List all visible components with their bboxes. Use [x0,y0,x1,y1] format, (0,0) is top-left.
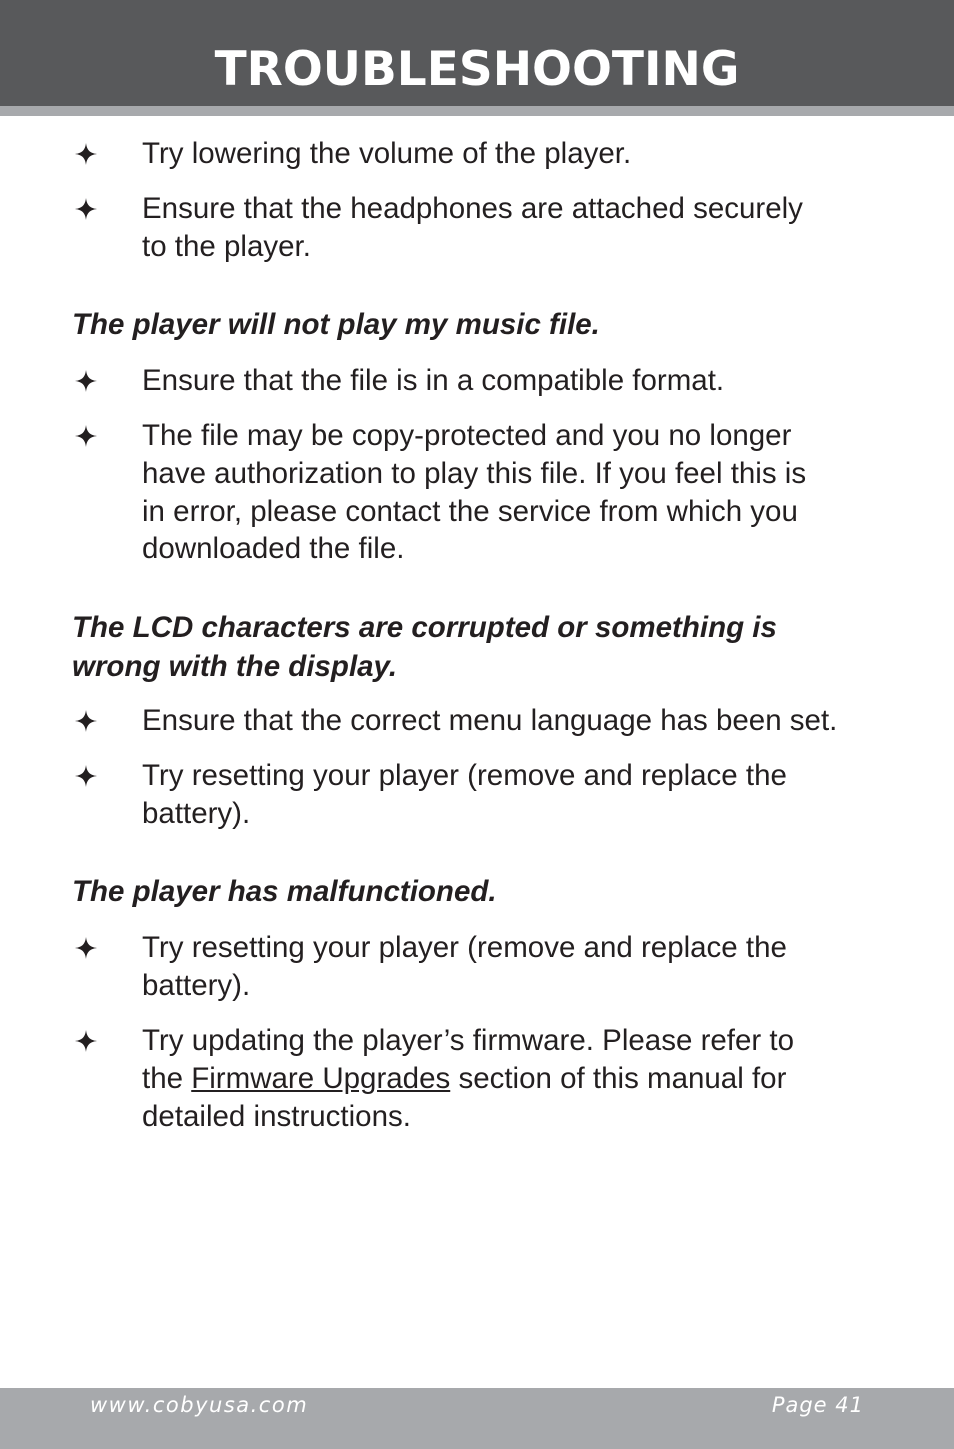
section-heading: The player has malfunctioned. [72,875,497,908]
list-item-text [142,1022,882,1135]
footer-url: www.cobyusa.com [90,1393,309,1417]
four-point-star-icon [72,702,100,740]
list-item-text-after: section of this manual for detailed instructions. [142,1061,787,1133]
four-point-star-icon [72,1022,100,1060]
four-point-star-icon [72,362,100,400]
four-point-star-icon [72,190,100,228]
list-item-text: Try resetting your player (remove and replace the battery). [142,759,787,830]
list-item-text: Ensure that the correct menu language has been set. [142,704,838,737]
section-heading: The player will not play my music file. [72,308,600,341]
list-item-text: Try lowering the volume of the player. [142,137,632,170]
four-point-star-icon [72,929,100,967]
four-point-star-icon [72,135,100,173]
section-heading: The LCD characters are corrupted or something is wrong with the display. [72,611,777,683]
firmware-upgrades-link[interactable]: Firmware Upgrades [191,1061,451,1095]
page-number: Page 41 [771,1393,864,1417]
list-item-text: The file may be copy-protected and you no longer have authorization to play this file. If you feel this is in error, please contact the service from which you downloaded the file. [142,419,807,566]
list-item-text: Ensure that the headphones are attached securely to the player. [142,192,803,263]
list-item-text: Try resetting your player (remove and replace the battery). [142,931,787,1002]
four-point-star-icon [72,417,100,455]
list-item-text-before: Try updating the player’s firmware. Please refer to the [142,1024,795,1095]
four-point-star-icon [72,757,100,795]
list-item-text: Ensure that the file is in a compatible format. [142,364,725,397]
page-title: TROUBLESHOOTING [214,42,740,97]
header-stripe [0,106,954,116]
